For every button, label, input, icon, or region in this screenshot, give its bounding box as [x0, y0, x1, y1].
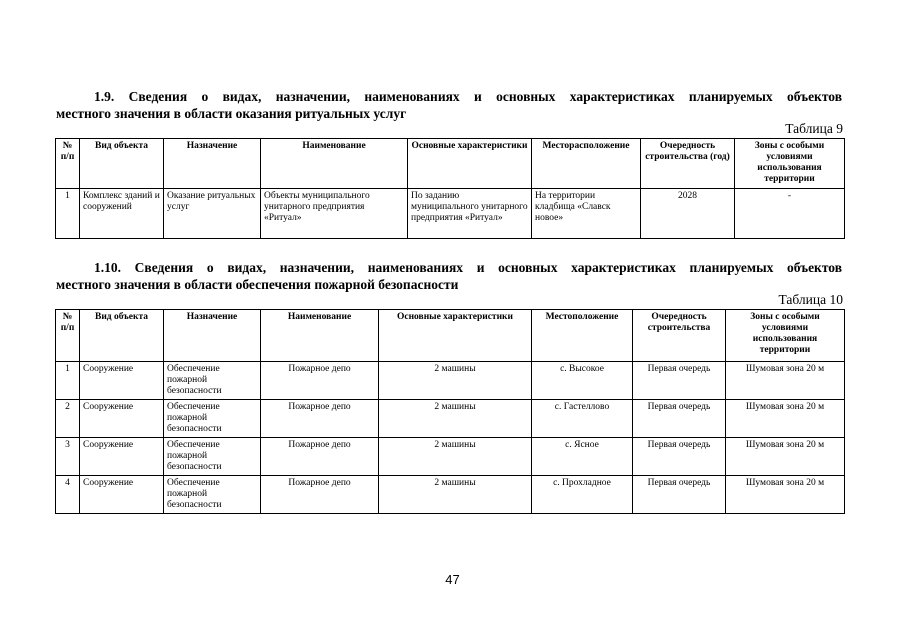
table-10-col-type: Вид объекта	[80, 310, 164, 362]
cell-characteristics: 2 машины	[379, 362, 532, 400]
cell-type: Сооружение	[80, 400, 164, 438]
cell-characteristics: 2 машины	[379, 476, 532, 514]
cell-zones: -	[735, 189, 845, 239]
cell-location: с. Ясное	[532, 438, 633, 476]
table-9-caption: Таблица 9	[785, 121, 843, 136]
table-9-col-zones: Зоны с особыми условиями использования территории	[735, 139, 845, 189]
table-9-col-purpose: Назначение	[164, 139, 261, 189]
table-row	[56, 362, 845, 400]
cell-zones: Шумовая зона 20 м	[726, 438, 845, 476]
table-9-col-type: Вид объекта	[80, 139, 164, 189]
table-9	[55, 138, 845, 239]
table-10-header-row	[56, 310, 845, 362]
cell-num: 3	[56, 438, 80, 476]
section-10-heading-line2: местного значения в области обеспечения пожарной безопасности	[56, 277, 459, 292]
table-9-col-characteristics: Основные характеристики	[408, 139, 532, 189]
table-9-col-name: Наименование	[261, 139, 408, 189]
cell-stage: Первая очередь	[633, 400, 726, 438]
cell-zones: Шумовая зона 20 м	[726, 400, 845, 438]
table-10-caption: Таблица 10	[778, 292, 843, 307]
cell-location: с. Прохладное	[532, 476, 633, 514]
table-9-header-row	[56, 139, 845, 189]
table-9-col-location: Месторасположение	[532, 139, 641, 189]
cell-purpose: Обеспечение пожарной безопасности	[164, 476, 261, 514]
cell-name: Пожарное депо	[261, 476, 379, 514]
cell-zones: Шумовая зона 20 м	[726, 362, 845, 400]
cell-characteristics: 2 машины	[379, 400, 532, 438]
cell-purpose: Обеспечение пожарной безопасности	[164, 400, 261, 438]
section-9-heading-line1: 1.9. Сведения о видах, назначении, наименованиях и основных характеристиках планируемых объектов	[94, 89, 842, 104]
table-10-col-purpose: Назначение	[164, 310, 261, 362]
cell-stage: Первая очередь	[633, 362, 726, 400]
section-10-heading-line1: 1.10. Сведения о видах, назначении, наименованиях и основных характеристиках планируемых объектов	[94, 260, 842, 275]
table-10	[55, 309, 845, 514]
table-10-col-location: Местоположение	[532, 310, 633, 362]
table-10-col-name: Наименование	[261, 310, 379, 362]
cell-characteristics: 2 машины	[379, 438, 532, 476]
table-10-col-stage: Очередность строительства	[633, 310, 726, 362]
cell-stage: Первая очередь	[633, 476, 726, 514]
cell-name: Пожарное депо	[261, 362, 379, 400]
section-9-heading	[56, 88, 842, 122]
cell-type: Сооружение	[80, 476, 164, 514]
cell-num: 1	[56, 362, 80, 400]
cell-zones: Шумовая зона 20 м	[726, 476, 845, 514]
cell-location: с. Высокое	[532, 362, 633, 400]
cell-purpose: Обеспечение пожарной безопасности	[164, 362, 261, 400]
cell-type: Сооружение	[80, 438, 164, 476]
cell-num: 2	[56, 400, 80, 438]
cell-name: Пожарное депо	[261, 438, 379, 476]
cell-num: 1	[56, 189, 80, 239]
table-row	[56, 476, 845, 514]
table-row	[56, 438, 845, 476]
cell-stage: 2028	[641, 189, 735, 239]
table-row	[56, 400, 845, 438]
cell-name: Объекты муниципального унитарного предприятия «Ритуал»	[261, 189, 408, 239]
table-row	[56, 189, 845, 239]
table-10-col-zones: Зоны с особыми условиями использования территории	[726, 310, 845, 362]
cell-type: Сооружение	[80, 362, 164, 400]
cell-purpose: Обеспечение пожарной безопасности	[164, 438, 261, 476]
cell-characteristics: По заданию муниципального унитарного предприятия «Ритуал»	[408, 189, 532, 239]
table-10-col-num: № п/п	[56, 310, 80, 362]
cell-location: с. Гастеллово	[532, 400, 633, 438]
page-number: 47	[445, 572, 460, 587]
section-10-heading	[56, 259, 842, 293]
cell-location: На территории кладбища «Славск новое»	[532, 189, 641, 239]
table-9-col-stage: Очередность строительства (год)	[641, 139, 735, 189]
cell-stage: Первая очередь	[633, 438, 726, 476]
table-9-col-num: № п/п	[56, 139, 80, 189]
cell-name: Пожарное депо	[261, 400, 379, 438]
cell-num: 4	[56, 476, 80, 514]
table-10-col-characteristics: Основные характеристики	[379, 310, 532, 362]
cell-purpose: Оказание ритуальных услуг	[164, 189, 261, 239]
section-9-heading-line2: местного значения в области оказания ритуальных услуг	[56, 106, 407, 121]
cell-type: Комплекс зданий и сооружений	[80, 189, 164, 239]
